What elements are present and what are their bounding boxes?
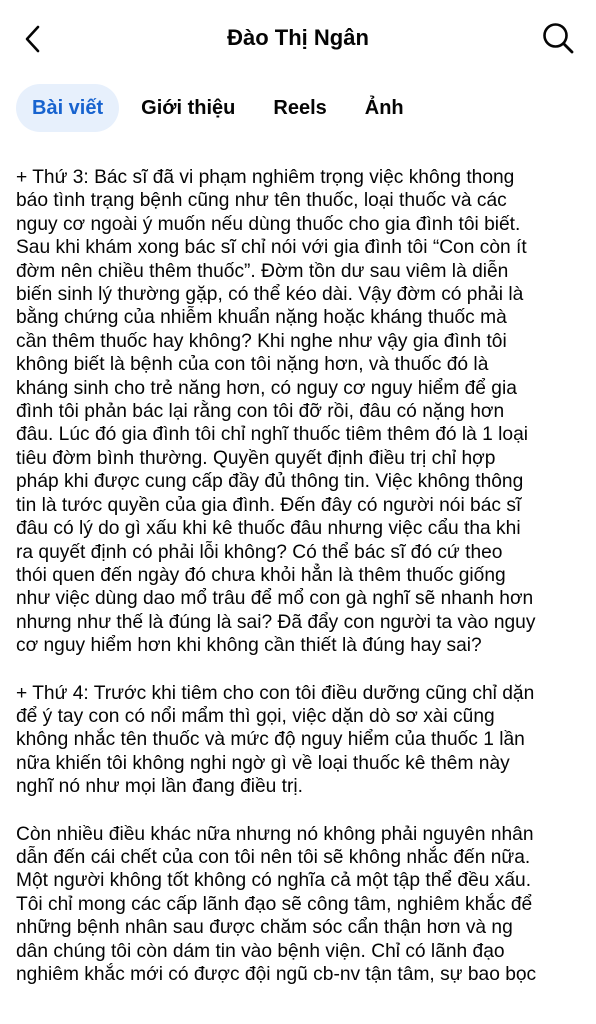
tab-about[interactable]: Giới thiệu [141,97,236,119]
tab-photos[interactable]: Ảnh [364,97,404,119]
top-bar [0,0,596,76]
page-title: Đào Thị Ngân [227,25,369,50]
post-body [16,166,590,1010]
post-paragraph: + Thứ 3: Bác sĩ đã vi phạm nghiêm trọng việc không thong báo tình trạng bệnh cũng như tên thuốc, loại thuốc và các nguy cơ ngoài ý muốn nếu dùng thuốc cho gia đình tôi biết. Sau khi khám xong bác sĩ chỉ nói với gia đình tôi “Con còn ít đờm nên chiều thêm thuốc”. Đờm tồn dư sau viêm là diễn biến sinh lý thường gặp, có thể kéo dài. Vậy đờm có phải là bằng chứng của nhiễm khuẩn nặng hoặc kháng thuốc mà cần thêm thuốc hay không? Khi nghe như vậy gia đình tôi không biết là bệnh của con tôi nặng hơn, và thuốc đó là kháng sinh cho trẻ năng hơn, có nguy cơ nguy hiểm để gia đình tôi phản bác lại rằng con tôi đỡ rồi, đâu có nặng hơn đâu. Lúc đó gia đình tôi chỉ nghĩ thuốc tiêm thêm đó là 1 loại tiêu đờm bình thường. Quyền quyết định điều trị chỉ hợp pháp khi được cung cấp đầy đủ thông tin. Việc không thông tin là tước quyền của gia đình. Đến đây có người nói bác sĩ đâu có lý do gì xấu khi kê thuốc đâu nhưng việc cẩu tha khi ra quyết định có phải lỗi không? Có thể bác sĩ đó cứ theo thói quen đến ngày đó chưa khỏi hẳn là thêm thuốc giống như việc dùng dao mổ trâu để mổ con gà nghĩ sẽ nhanh hơn nhưng như thế là đúng là sai? Đã đẩy con người ta vào nguy cơ nguy hiểm hơn khi không cần thiết là đúng hay sai? [16,167,536,657]
tab-reels[interactable]: Reels [273,97,327,119]
search-button[interactable] [538,18,578,58]
post-paragraph: Còn nhiều điều khác nữa nhưng nó không phải nguyên nhân dẫn đến cái chết của con tôi nên tôi sẽ không nhắc đến nữa. Một người không tốt không có nghĩa cả một tập thể đều xấu. Tôi chỉ mong các cấp lãnh đạo sẽ công tâm, nghiêm khắc để những bệnh nhân sau được chăm sóc cẩn thận hơn và ng dân chúng tôi còn dám tin vào bệnh viện. Chỉ có lãnh đạo nghiêm khắc mới có được đội ngũ cb-nv tận tâm, sự bao bọc [16,823,537,985]
post-paragraph: + Thứ 4: Trước khi tiêm cho con tôi điều dưỡng cũng chỉ dặn để ý tay con có nổi mẩm thì gọi, việc dặn dò sơ xài cũng không nhắc tên thuốc và mức độ nguy hiểm của thuốc 1 lần nữa khiến tôi không nghi ngờ gì về loại thuốc kê thêm này nghĩ nó như mọi lần đang điều trị. [16,682,535,798]
profile-tabs [16,84,426,132]
search-icon [541,21,575,55]
tab-posts[interactable]: Bài viết [16,84,119,132]
